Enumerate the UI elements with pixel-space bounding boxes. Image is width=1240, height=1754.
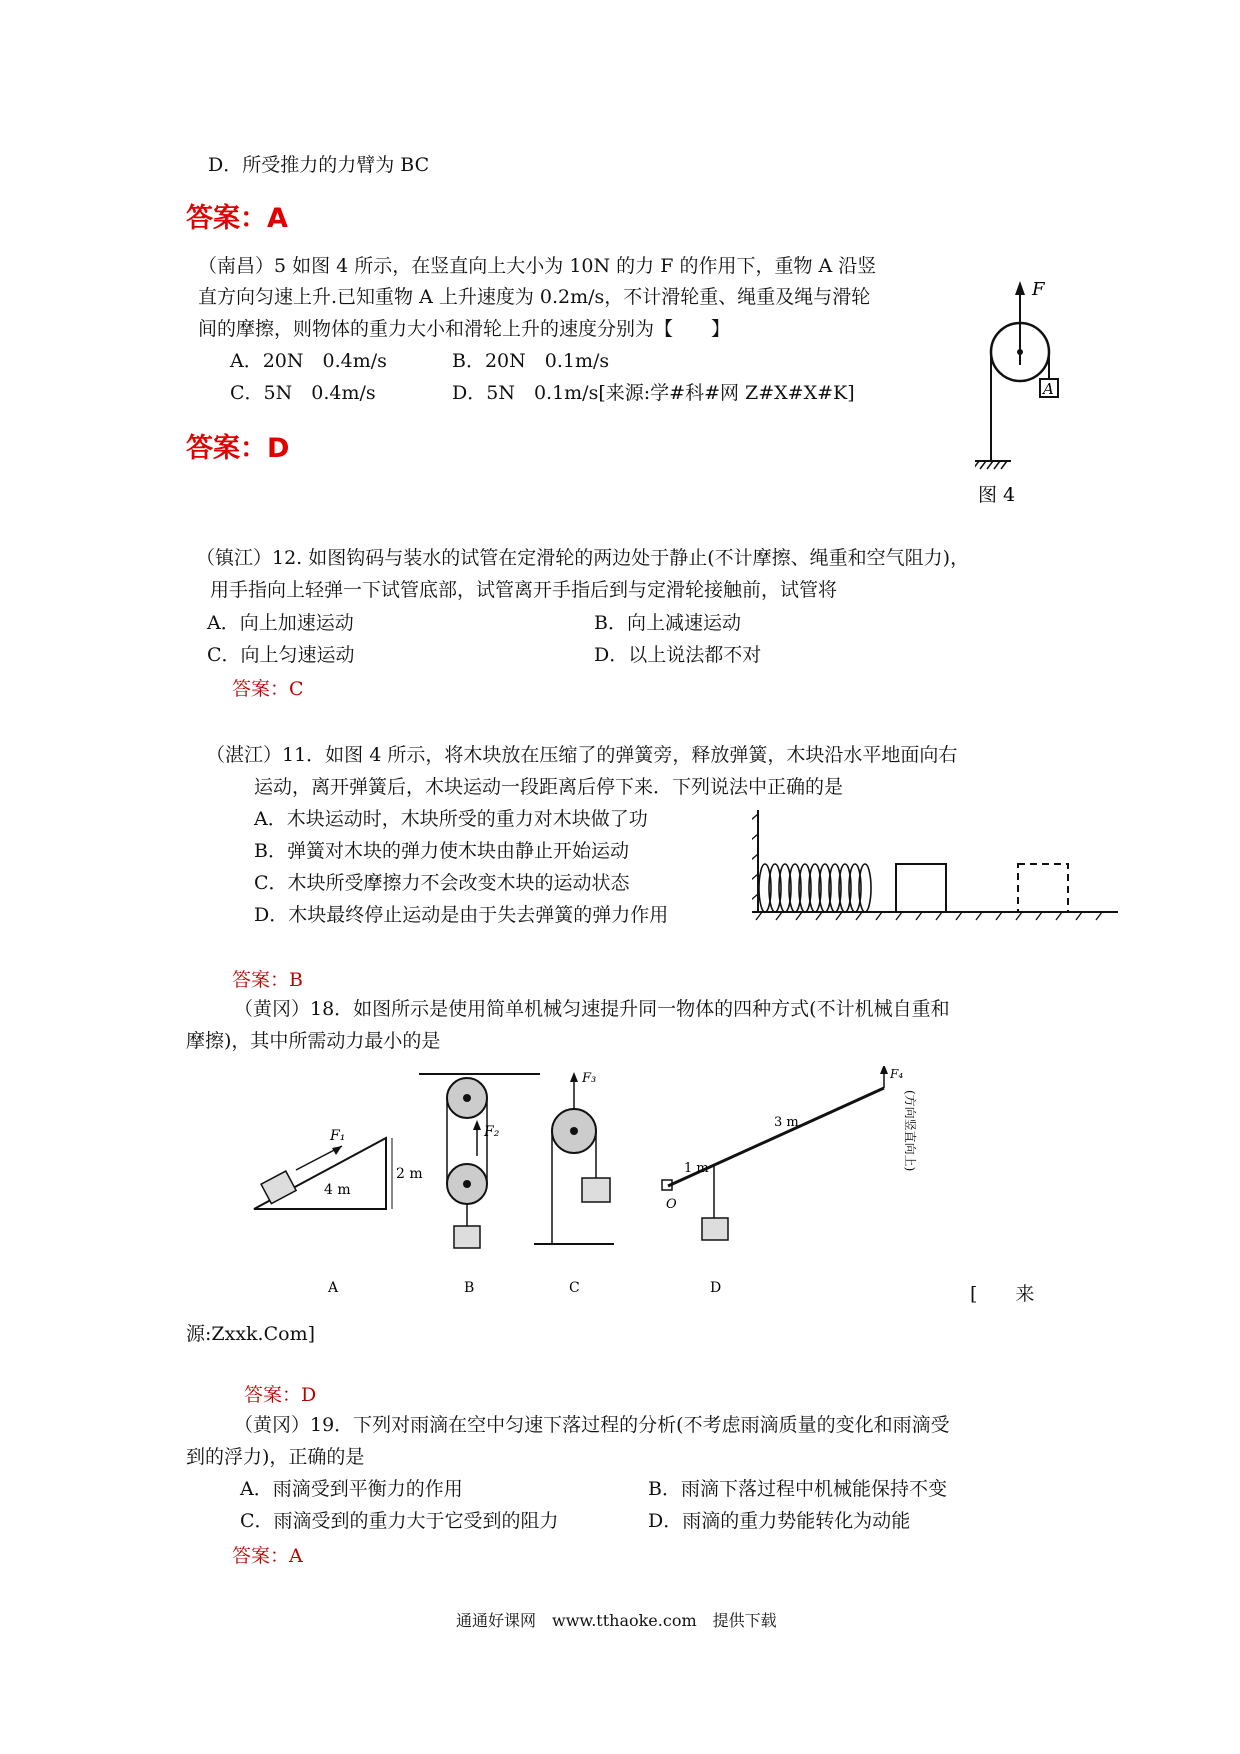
machine-d-short-arm: 1 m: [684, 1161, 709, 1176]
page-footer: 通通好课网 www.tthaoke.com 提供下载: [456, 1611, 777, 1630]
machine-d-long-arm: 3 m: [774, 1115, 799, 1130]
machine-d-force: F₄: [890, 1067, 904, 1081]
nanchang-answer: 答案：D: [186, 433, 290, 464]
zhenjiang-option-b: B．向上减速运动: [594, 612, 741, 634]
machine-a-height: 2 m: [396, 1166, 423, 1182]
nanchang-option-a: A．20N 0.4m/s: [230, 350, 387, 372]
machine-d-lever: [662, 1066, 918, 1296]
zhenjiang-option-c: C．向上匀速运动: [207, 644, 355, 666]
prev-answer: 答案：A: [186, 203, 288, 234]
machine-a-incline: [254, 1128, 423, 1296]
huanggang18-stem-1: （黄冈）18．如图所示是使用简单机械匀速提升同一物体的四种方式(不计机械自重和: [234, 998, 950, 1020]
zhenjiang-stem-1: （镇江）12. 如图钩码与装水的试管在定滑轮的两边处于静止(不计摩擦、绳重和空气阻力)，: [196, 547, 970, 569]
huanggang18-stem-2: 摩擦)，其中所需动力最小的是: [186, 1030, 441, 1052]
zhanjiang-option-a: A．木块运动时，木块所受的重力对木块做了功: [254, 808, 648, 830]
huanggang19-option-c: C．雨滴受到的重力大于它受到的阻力: [240, 1510, 559, 1532]
label-d: D: [710, 1280, 722, 1296]
huanggang19-stem-2: 到的浮力)，正确的是: [186, 1446, 365, 1468]
zhanjiang-option-c: C．木块所受摩擦力不会改变木块的运动状态: [254, 872, 630, 894]
machine-c-force: F₃: [582, 1071, 597, 1086]
pulley-force-label: F: [1032, 279, 1045, 300]
zhanjiang-answer: 答案：B: [232, 969, 303, 991]
label-b: B: [464, 1280, 475, 1296]
zhanjiang-stem-2: 运动，离开弹簧后，木块运动一段距离后停下来．下列说法中正确的是: [254, 776, 844, 798]
nanchang-stem-3: 间的摩擦，则物体的重力大小和滑轮上升的速度分别为【 】: [198, 318, 731, 340]
huanggang18-source-bracket: [ 来: [970, 1283, 1035, 1305]
nanchang-option-d: D．5N 0.1m/s[来源:学#科#网 Z#X#X#K]: [452, 382, 855, 404]
huanggang19-option-b: B．雨滴下落过程中机械能保持不变: [648, 1478, 947, 1500]
zhenjiang-stem-2: 用手指向上轻弹一下试管底部，试管离开手指后到与定滑轮接触前，试管将: [210, 579, 838, 601]
pulley-figure: [975, 275, 1085, 515]
spring-block-figure: [752, 800, 1124, 930]
huanggang18-source-cont: 源:Zxxk.Com]: [186, 1323, 315, 1345]
zhanjiang-option-b: B．弹簧对木块的弹力使木块由静止开始运动: [254, 840, 629, 862]
machine-c-movable-pulley: [534, 1071, 614, 1296]
machine-d-note: (方向竖直向上): [903, 1090, 917, 1172]
nanchang-stem-1: （南昌）5 如图 4 所示，在竖直向上大小为 10N 的力 F 的作用下，重物 A 沿竖: [198, 255, 877, 277]
machine-b-pulley-block: [419, 1074, 540, 1296]
huanggang18-answer: 答案：D: [244, 1384, 317, 1406]
zhenjiang-answer: 答案：C: [232, 678, 304, 700]
machine-d-pivot: O: [666, 1197, 677, 1212]
nanchang-stem-2: 直方向匀速上升.已知重物 A 上升速度为 0.2m/s，不计滑轮重、绳重及绳与滑轮: [198, 286, 871, 308]
machine-a-slope: 4 m: [324, 1182, 351, 1198]
zhanjiang-stem-1: （湛江）11．如图 4 所示，将木块放在压缩了的弹簧旁，释放弹簧，木块沿水平地面向右: [206, 744, 958, 766]
prev-option-d: D．所受推力的力臂为 BC: [208, 154, 430, 176]
huanggang19-option-a: A．雨滴受到平衡力的作用: [240, 1478, 463, 1500]
pulley-block-label: A: [1043, 380, 1054, 398]
label-c: C: [569, 1280, 580, 1296]
nanchang-option-c: C．5N 0.4m/s: [230, 382, 376, 404]
zhenjiang-option-a: A．向上加速运动: [207, 612, 354, 634]
figure-4-caption: 图 4: [978, 484, 1016, 506]
zhanjiang-option-d: D．木块最终停止运动是由于失去弹簧的弹力作用: [254, 904, 669, 926]
huanggang19-stem-1: （黄冈）19．下列对雨滴在空中匀速下落过程的分析(不考虑雨滴质量的变化和雨滴受: [234, 1414, 950, 1436]
huanggang19-option-d: D．雨滴的重力势能转化为动能: [648, 1510, 911, 1532]
huanggang19-answer: 答案：A: [232, 1545, 303, 1567]
nanchang-option-b: B．20N 0.1m/s: [452, 350, 610, 372]
zhenjiang-option-d: D．以上说法都不对: [594, 644, 762, 666]
machine-a-force: F₁: [330, 1128, 346, 1144]
label-a: A: [328, 1280, 339, 1296]
simple-machines-figure: [244, 1066, 944, 1296]
machine-b-force: F₂: [484, 1124, 500, 1140]
